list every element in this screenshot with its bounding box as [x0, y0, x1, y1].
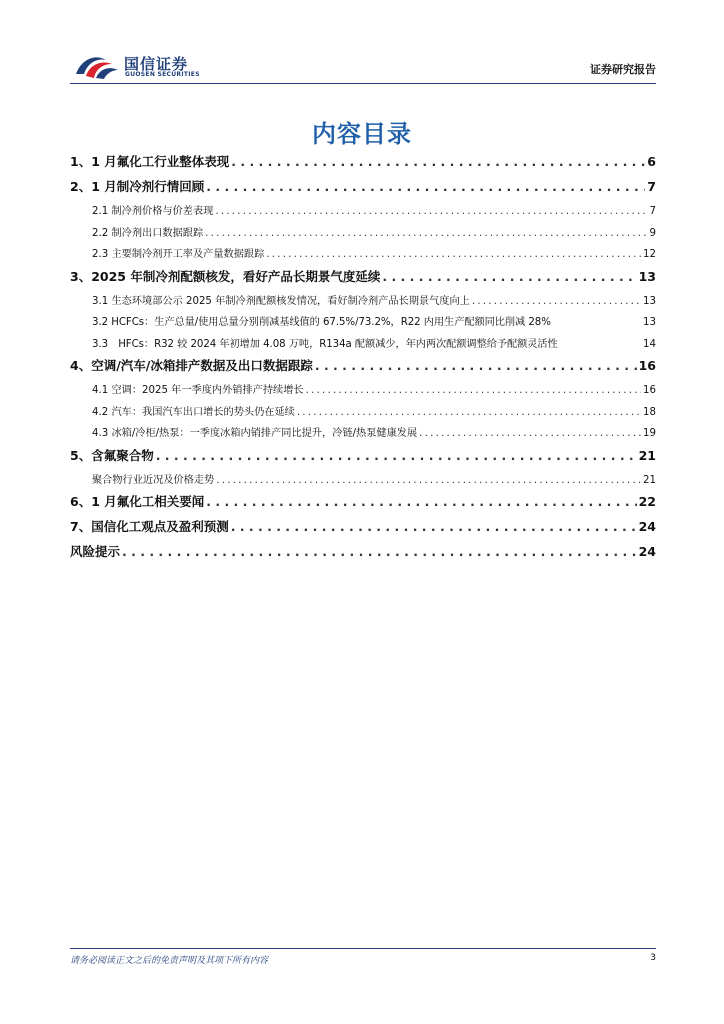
toc-entry-text: 聚合物行业近况及价格走势	[92, 474, 215, 486]
toc-entry-page: 21	[638, 447, 656, 463]
toc-entry-3-3[interactable]	[70, 335, 656, 357]
toc-entry-page: 9	[649, 227, 656, 239]
toc-entry-text: 3.3 HFCs：R32 较 2024 年初增加 4.08 万吨，R134a 配额减少，年内两次配额调整给予配额灵活性	[92, 338, 558, 350]
toc-leader-dots	[419, 428, 641, 439]
toc-leader-dots	[216, 475, 641, 486]
toc-leader-dots	[122, 544, 637, 559]
toc-entry-text: 3、2025 年制冷剂配额核发，看好产品长期景气度延续	[70, 268, 381, 284]
header-divider	[70, 83, 656, 84]
toc-entry-3[interactable]	[70, 267, 656, 292]
footer-disclaimer: 请务必阅读正文之后的免责声明及其项下所有内容	[70, 956, 269, 966]
toc-entry-4-3[interactable]	[70, 424, 656, 446]
page-number: 3	[650, 953, 656, 963]
toc-leader-dots	[215, 206, 647, 217]
table-of-contents	[70, 152, 656, 567]
toc-entry-text: 7、国信化工观点及盈利预测	[70, 519, 229, 534]
toc-entry-7[interactable]	[70, 517, 656, 542]
toc-entry-text: 4、空调/汽车/冰箱排产数据及出口数据跟踪	[70, 358, 313, 373]
toc-entry-2[interactable]	[70, 177, 656, 202]
toc-entry-2-2[interactable]	[70, 224, 656, 246]
toc-entry-text: 1、1 月氟化工行业整体表现	[70, 154, 230, 169]
toc-entry-6[interactable]	[70, 492, 656, 517]
toc-entry-3-1[interactable]	[70, 292, 656, 314]
toc-entry-page: 7	[649, 206, 656, 217]
toc-entry-page: 7	[647, 179, 656, 194]
toc-entry-text: 5、含氟聚合物	[70, 447, 154, 463]
toc-entry-page: 13	[643, 295, 656, 307]
toc-entry-page: 21	[643, 474, 656, 486]
guosen-logo-mark-icon	[72, 52, 122, 80]
toc-entry-page: 16	[643, 385, 656, 396]
logo-english-name: GUOSEN SECURITIES	[125, 71, 200, 78]
toc-entry-page: 24	[638, 519, 656, 534]
toc-entry-text: 4.3 冰箱/冷柜/热泵：一季度冰箱内销排产同比提升，冷链/热泵健康发展	[92, 428, 418, 439]
toc-entry-3-2[interactable]	[70, 313, 656, 335]
toc-entry-text: 2.2 制冷剂出口数据跟踪	[92, 227, 204, 239]
toc-entry-text: 2.1 制冷剂价格与价差表现	[92, 206, 214, 217]
toc-entry-text: 4.2 汽车：我国汽车出口增长的势头仍在延续	[92, 406, 295, 418]
toc-entry-text: 4.1 空调：2025 年一季度内外销排产持续增长	[92, 385, 304, 396]
toc-entry-text: 6、1 月氟化工相关要闻	[70, 494, 205, 509]
toc-entry-4-2[interactable]	[70, 403, 656, 425]
toc-entry-5[interactable]	[70, 446, 656, 471]
toc-leader-dots	[472, 296, 641, 307]
toc-entry-page: 18	[643, 406, 656, 418]
toc-leader-dots	[231, 519, 637, 534]
footer-divider	[70, 948, 656, 949]
toc-entry-page: 19	[643, 428, 656, 439]
toc-entry-text: 3.2 HCFCs：生产总量/使用总量分别削减基线值的 67.5%/73.2%，R22 内用生产配额同比削减 28%	[92, 317, 551, 328]
toc-entry-page: 22	[638, 494, 656, 509]
toc-entry-1[interactable]	[70, 152, 656, 177]
toc-entry-page: 24	[638, 544, 656, 559]
toc-leader-dots	[315, 358, 637, 373]
toc-entry-2-3[interactable]	[70, 245, 656, 267]
toc-leader-dots	[206, 494, 636, 509]
toc-entry-page: 13	[643, 317, 656, 328]
toc-entry-page: 12	[643, 249, 656, 260]
toc-entry-2-1[interactable]	[70, 202, 656, 224]
toc-leader-dots	[297, 407, 641, 418]
report-type-label: 证券研究报告	[590, 63, 656, 76]
toc-entry-5-1[interactable]	[70, 471, 656, 493]
toc-entry-page: 13	[638, 268, 656, 284]
toc-entry-text: 风险提示	[70, 544, 121, 559]
toc-leader-dots	[156, 448, 637, 463]
toc-title: 内容目录	[312, 120, 412, 148]
toc-leader-dots	[231, 154, 645, 169]
toc-entry-risk[interactable]	[70, 542, 656, 567]
toc-entry-text: 3.1 生态环境部公示 2025 年制冷剂配额核发情况，看好制冷剂产品长期景气度向上	[92, 295, 470, 307]
toc-leader-dots	[205, 228, 647, 239]
toc-entry-page: 6	[647, 154, 656, 169]
toc-leader-dots	[382, 269, 636, 284]
logo-chinese-name: 国信证券	[124, 55, 189, 73]
toc-entry-4-1[interactable]	[70, 381, 656, 403]
toc-entry-text: 2、1 月制冷剂行情回顾	[70, 179, 205, 194]
guosen-logo	[70, 50, 270, 82]
toc-entry-4[interactable]	[70, 356, 656, 381]
toc-entry-text: 2.3 主要制冷剂开工率及产量数据跟踪	[92, 249, 265, 260]
toc-entry-page: 14	[643, 338, 656, 350]
toc-leader-dots	[306, 385, 641, 396]
toc-leader-dots	[266, 249, 641, 260]
toc-leader-dots	[206, 179, 645, 194]
page-header	[70, 50, 656, 82]
toc-entry-page: 16	[638, 358, 656, 373]
